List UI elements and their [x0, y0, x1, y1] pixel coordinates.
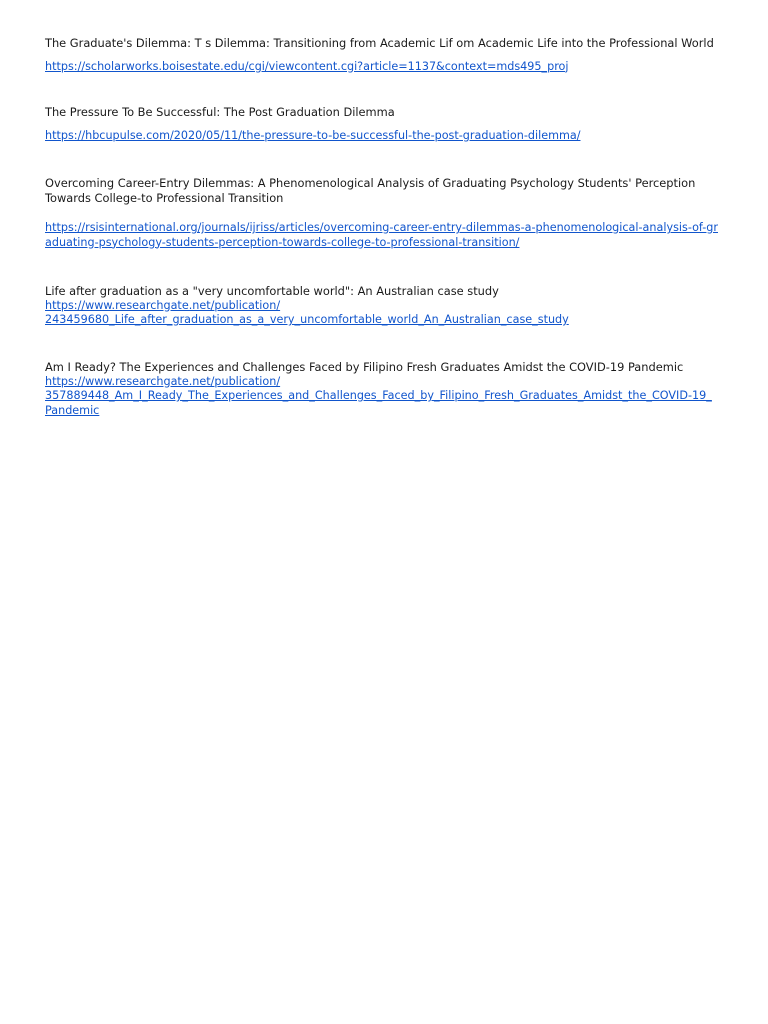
- reference-link-line-1[interactable]: https://www.researchgate.net/publication/: [45, 298, 281, 312]
- reference-title: The Graduate's Dilemma: T s Dilemma: Transitioning from Academic Lif om Academic Life into the Professional World: [45, 36, 714, 50]
- reference-entry: [45, 105, 720, 143]
- reference-entry: [45, 284, 718, 328]
- reference-link[interactable]: https://hbcupulse.com/2020/05/11/the-pressure-to-be-successful-the-post-graduation-dilemma/: [45, 128, 581, 142]
- reference-title: Am I Ready? The Experiences and Challenges Faced by Filipino Fresh Graduates Amidst the COVID-19 Pandemic: [45, 360, 684, 374]
- reference-link-line-2[interactable]: 243459680_Life_after_graduation_as_a_very_uncomfortable_world_An_Australian_case_study: [45, 313, 569, 326]
- reference-link[interactable]: https://rsisinternational.org/journals/ijriss/articles/overcoming-career-entry-dilemmas-a-phenomenological-analysis-of-graduating-psychology-students-perception-towards-college-to-professional-transition/: [45, 221, 718, 249]
- reference-entry: [45, 176, 718, 250]
- reference-entry: [45, 36, 720, 74]
- reference-link[interactable]: https://scholarworks.boisestate.edu/cgi/viewcontent.cgi?article=1137&context=mds495_proj: [45, 59, 569, 73]
- reference-link-line-2[interactable]: 357889448_Am_I_Ready_The_Experiences_and_Challenges_Faced_by_Filipino_Fresh_Graduates_Amidst_the_COVID-19_Pandemic: [45, 389, 712, 417]
- reference-title: The Pressure To Be Successful: The Post Graduation Dilemma: [45, 105, 395, 119]
- reference-title: Overcoming Career-Entry Dilemmas: A Phenomenological Analysis of Graduating Psychology Students' Perception Towards College-to Professional Transition: [45, 176, 696, 205]
- reference-title: Life after graduation as a "very uncomfortable world": An Australian case study: [45, 284, 499, 298]
- reference-link-line-1[interactable]: https://www.researchgate.net/publication/: [45, 374, 281, 388]
- reference-entry: [45, 360, 713, 418]
